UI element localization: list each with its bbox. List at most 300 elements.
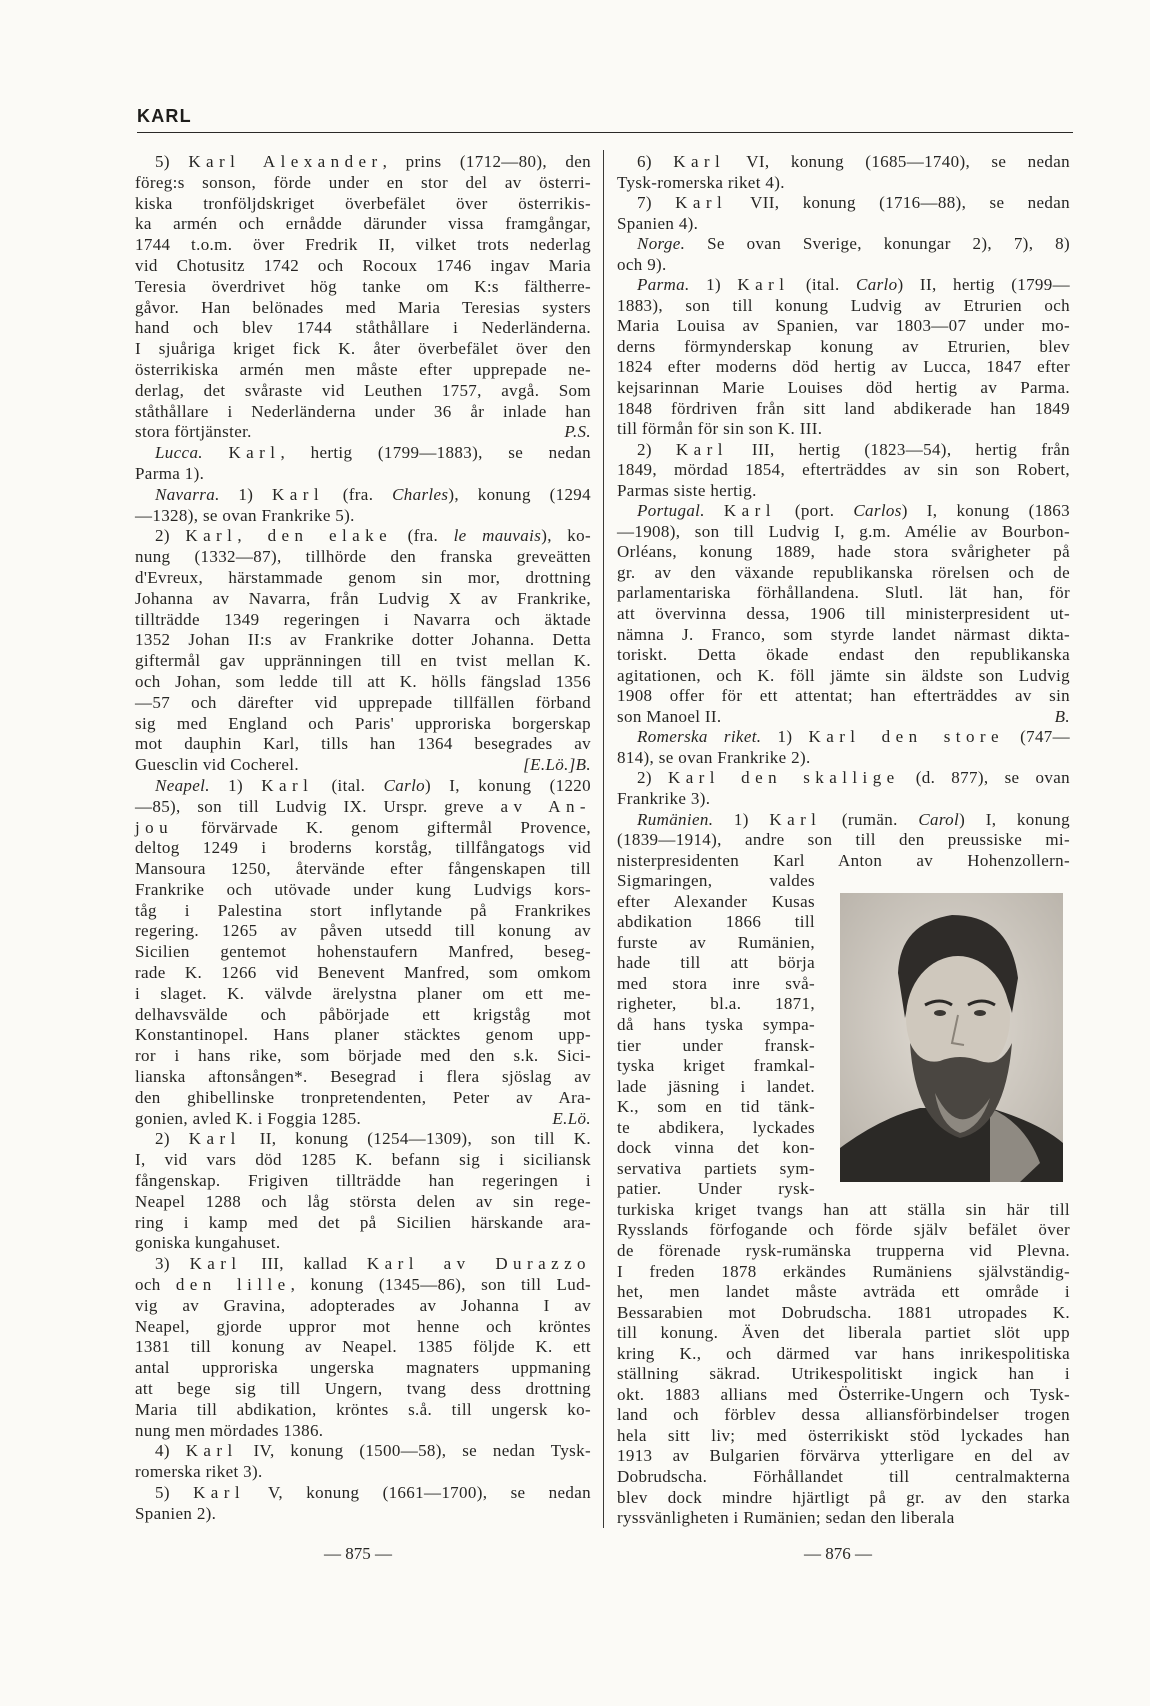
text-segment: 1352 Johan II:s av Frankrike dotter Johanna. Detta: [135, 630, 591, 650]
paragraph-first-line: [617, 275, 1070, 296]
text-line: [617, 296, 1070, 317]
headword-spaced: den lille: [175, 1275, 291, 1295]
text-line: [135, 402, 591, 423]
text-segment: nisterpresidenten Karl Anton av Hohenzollern-: [617, 850, 1070, 870]
paragraph-first-line: [135, 443, 591, 464]
text-line: [135, 672, 591, 693]
text-line: [135, 610, 591, 631]
headword-spaced: Karl: [769, 809, 822, 829]
text-segment: abdikation 1866 till: [617, 912, 815, 932]
text-line: [617, 378, 1070, 399]
text-line: [617, 1282, 1070, 1303]
text-segment: tillträdde 1349 regeringen i Navarra och äktade: [135, 609, 591, 629]
italic-term: Neapel.: [155, 775, 210, 795]
page-number-right: — 876 —: [804, 1544, 872, 1563]
text-line: [135, 568, 591, 589]
running-header: KARL: [137, 106, 192, 126]
paragraph-first-line: [135, 1483, 591, 1504]
text-line: [617, 460, 1070, 481]
text-line: [617, 912, 815, 933]
text-segment: ) I, konung (1220: [425, 775, 591, 795]
headword-spaced: Karl: [675, 193, 728, 213]
text-line: [617, 830, 1070, 851]
headword-spaced: Karl: [228, 443, 281, 463]
page-number-left: — 875 —: [324, 1544, 392, 1563]
text-line: [135, 880, 591, 901]
text-line: [617, 542, 1070, 563]
text-segment: ställning säkrad. Utrikespolitiskt ingick han i: [617, 1364, 1070, 1384]
text-segment: ka armén och ernådde därunder vissa framgångar,: [135, 214, 591, 234]
text-line: [135, 755, 591, 776]
text-line: [135, 901, 591, 922]
text-segment: Frankrike 3).: [617, 788, 711, 808]
text-line: [617, 1200, 1070, 1221]
headword-spaced: Karl: [673, 152, 726, 171]
text-segment: son Manoel II.: [617, 706, 722, 726]
text-segment: till förmån för sin son K. III.: [617, 419, 823, 439]
italic-term: Carlo: [856, 275, 898, 295]
text-segment: derlag, det svåraste vid Leuthen 1757, avgå. Som: [135, 380, 591, 400]
text-line: [617, 419, 1070, 440]
text-segment: dock vinna det kon-: [617, 1138, 815, 1158]
header-rule: [137, 132, 1073, 133]
text-segment: turkiska kriget tvangs han att ställa sin här till: [617, 1199, 1070, 1219]
text-segment: , prins (1712—80), den: [382, 152, 591, 171]
text-segment: ståthållare i Nederländerna under 36 år inlade han: [135, 401, 591, 421]
right-column: [617, 152, 1070, 1529]
headword-spaced: Karl den store: [808, 727, 1004, 747]
text-line: [617, 707, 1070, 728]
text-line: [135, 818, 591, 839]
text-line: [135, 1275, 591, 1296]
italic-term: Carlo: [383, 775, 425, 795]
text-segment: Neapel, gjorde uppror mot henne och kröntes: [135, 1316, 591, 1336]
text-line: [135, 942, 591, 963]
text-segment: VII, konung (1716—88), se nedan: [727, 193, 1070, 213]
text-segment: hand och blev 1744 ståthållare i Nederländerna.: [135, 318, 591, 338]
headword-spaced: jou: [135, 817, 174, 837]
headword-spaced: Karl Alexander: [188, 152, 383, 171]
text-line: [617, 871, 815, 892]
left-column: [135, 152, 591, 1525]
text-segment: med stora inre svå-: [617, 973, 815, 993]
text-line: [617, 1220, 1070, 1241]
italic-term: Charles: [392, 484, 449, 504]
text-segment: lianska aftonsången*. Besegrad i flera sjöslag av: [135, 1067, 591, 1087]
text-line: [617, 892, 815, 913]
text-line: [617, 1056, 815, 1077]
text-line: [135, 1462, 591, 1483]
text-segment: d'Evreux, härstammade genom sin mor, drottning: [135, 567, 591, 587]
headword-spaced: Karl: [188, 1129, 241, 1149]
text-line: [617, 1344, 1070, 1365]
text-line: [135, 173, 591, 194]
paragraph-first-line: [617, 810, 1070, 831]
text-segment: Tysk-romerska riket 4).: [617, 172, 785, 192]
text-line: [617, 173, 1070, 194]
text-line: [617, 1488, 1070, 1509]
italic-term: Navarra.: [155, 484, 220, 504]
text-line: [617, 666, 1070, 687]
text-segment: kiska tronföljdskriget överbefälet över österrikis-: [135, 193, 591, 213]
text-segment: Parmas siste hertig.: [617, 480, 757, 500]
text-line: [135, 1088, 591, 1109]
text-segment: antal upproriska ungerska magnaters uppmaning: [135, 1358, 591, 1378]
text-segment: Konstantinopel. Hans planer stäcktes genom upp-: [135, 1025, 591, 1045]
text-segment: Johanna av Navarra, från Ludvig X av Frankrike,: [135, 588, 591, 608]
text-segment: ring i kamp med det på Sicilien härskande ara-: [135, 1212, 591, 1232]
text-segment: ) I, konung: [959, 809, 1070, 829]
text-segment: att övervinna dessa, 1906 till ministerpresident ut-: [617, 604, 1070, 624]
text-segment: ), konung (1294: [448, 484, 591, 504]
headword-spaced: Karl, den elake: [185, 526, 393, 546]
text-line: [617, 645, 1070, 666]
text-line: [135, 984, 591, 1005]
italic-term: Carlos: [853, 501, 902, 521]
text-line: [617, 1138, 815, 1159]
author-signature: E.Lö.: [552, 1108, 591, 1128]
text-segment: Frankrike och utövade under kung Ludvigs kors-: [135, 879, 591, 899]
headword-spaced: Karl den skallige: [667, 768, 900, 788]
text-segment: 2): [637, 439, 676, 459]
text-segment: tåg i Palestina stort inflytande på Frankrikes: [135, 900, 591, 920]
headword-spaced: Karl: [193, 1483, 246, 1502]
text-segment: I freden 1878 erkändes Rumäniens självständig-: [617, 1261, 1070, 1281]
text-line: [617, 563, 1070, 584]
text-segment: derns förmynderskap konung av Etrurien, blev: [617, 336, 1070, 356]
text-line: [135, 547, 591, 568]
text-segment: furste av Rumänien,: [617, 932, 815, 952]
text-segment: vig av Gravina, adopterades av Johanna I av: [135, 1295, 591, 1315]
text-line: [617, 1097, 815, 1118]
text-line: [617, 1508, 1070, 1529]
text-line: [135, 194, 591, 215]
author-signature: [E.Lö.]B.: [523, 755, 591, 775]
text-segment: 5): [155, 152, 189, 171]
text-segment: romerska riket 3).: [135, 1462, 263, 1482]
text-segment: efter Alexander Kusas: [617, 891, 815, 911]
author-signature: B.: [1054, 706, 1070, 726]
italic-term: Carol: [918, 809, 960, 829]
text-segment: Neapel 1288 och låg största delen av sin rege-: [135, 1191, 591, 1211]
text-segment: mot dauphin Karl, tills han 1364 besegrades av: [135, 734, 591, 754]
text-segment: (port.: [775, 501, 854, 521]
text-segment: (1839—1914), andre son till den preussiske mi-: [617, 830, 1070, 850]
text-line: [617, 1159, 815, 1180]
text-segment: 1848 fördriven från sitt land abdikerade han 1849: [617, 398, 1070, 418]
text-segment: V, konung (1661—1700), se nedan: [245, 1483, 591, 1502]
portrait-photo: [840, 893, 1063, 1182]
text-segment: (fra.: [392, 526, 454, 546]
text-segment: [203, 443, 229, 462]
text-segment: 6): [637, 152, 674, 171]
text-segment: 5): [155, 1483, 194, 1502]
text-segment: delhavsvälde och påbörjade ett krigståg mot: [135, 1004, 591, 1024]
text-segment: (rumän.: [821, 809, 919, 829]
text-segment: patier. Under rysk-: [617, 1179, 815, 1199]
text-segment: VI, konung (1685—1740), se nedan: [725, 152, 1070, 171]
text-segment: II, konung (1254—1309), son till K.: [240, 1129, 592, 1149]
text-line: [135, 1046, 591, 1067]
text-segment: gåvor. Han belönades med Maria Teresias systers: [135, 297, 591, 317]
text-segment: deltog 1249 i broderns korståg, tillfångatogs vid: [135, 838, 591, 858]
text-segment: vid Chotusitz 1742 och Rocoux 1746 ingav Maria: [135, 255, 591, 275]
author-signature: P.S.: [564, 422, 591, 442]
text-line: [135, 1421, 591, 1442]
text-line: [617, 481, 1070, 502]
text-line: [617, 1179, 815, 1200]
text-line: [135, 693, 591, 714]
text-segment: het, men landet måste avträda ett område i: [617, 1282, 1070, 1302]
text-segment: nung men mördades 1386.: [135, 1420, 324, 1440]
text-line: [135, 360, 591, 381]
text-segment: agitationen, och K. föll jämte sin äldste son Ludvig: [617, 665, 1070, 685]
text-segment: rade K. 1266 vid Benevent Manfred, som omkom: [135, 963, 591, 983]
text-segment: sig med England och Paris' upproriska borgerskap: [135, 713, 591, 733]
text-segment: och 9).: [617, 254, 667, 274]
text-segment: föreg:s sonson, förde under en stor del av österri-: [135, 172, 591, 192]
paragraph-first-line: [617, 727, 1070, 748]
text-line: [135, 1109, 591, 1130]
text-segment: 1908 offer för ett attentat; han efterträddes av sin: [617, 686, 1070, 706]
text-segment: och: [135, 1275, 176, 1295]
text-segment: Teresia överdrivet hög tanke om K:s fältherre-: [135, 276, 591, 296]
text-line: [135, 1005, 591, 1026]
paragraph-first-line: [135, 485, 591, 506]
italic-term: Romerska riket.: [637, 727, 762, 747]
italic-term: le mauvais: [453, 526, 542, 546]
text-line: [617, 337, 1070, 358]
text-segment: (ital.: [789, 275, 857, 295]
headword-spaced: Karl: [261, 775, 314, 795]
text-segment: 1): [761, 727, 809, 747]
text-segment: 1): [689, 275, 738, 295]
text-segment: 814), se ovan Frankrike 2).: [617, 747, 811, 767]
text-segment: Dobrudscha. Förhållandet till centralmakterna: [617, 1467, 1070, 1486]
text-segment: gonien, avled K. i Foggia 1285.: [135, 1108, 362, 1128]
text-segment: —57 och därefter vid upprepade tillfällen förband: [135, 692, 591, 712]
text-segment: blev dock mindre hjärtligt på gr. av den starka: [617, 1487, 1070, 1507]
text-line: [617, 789, 1070, 810]
text-segment: att bege sig till Ungern, tvang dess drottning: [135, 1379, 591, 1399]
text-segment: 2): [155, 526, 186, 546]
text-line: [617, 625, 1070, 646]
paragraph-first-line: [135, 152, 591, 173]
text-segment: —1908), son till Ludvig I, g.m. Amélie av Bourbon-: [617, 521, 1070, 541]
paragraph-first-line: [135, 1254, 591, 1275]
text-segment: österrikiska armén men måste efter upprepade ne-: [135, 359, 591, 379]
text-segment: nämna J. Franco, som styrde landet närmast dikta-: [617, 624, 1070, 644]
text-segment: Spanien 2).: [135, 1503, 217, 1523]
text-line: [135, 235, 591, 256]
paragraph-first-line: [617, 152, 1070, 173]
text-segment: te abdikera, lyckades: [617, 1117, 815, 1137]
text-segment: —1328), se ovan Frankrike 5).: [135, 505, 355, 525]
text-segment: (ital.: [313, 775, 384, 795]
text-segment: Sicilien gentemot hohenstaufern Manfred, beseg-: [135, 942, 591, 962]
text-segment: K., som en tid tänk-: [617, 1097, 815, 1117]
text-line: [135, 963, 591, 984]
text-line: [617, 1364, 1070, 1385]
text-segment: kring K., och därmed var hans inrikespolitiska: [617, 1343, 1070, 1363]
text-segment: de förenade rysk-rumänska trupperna vid Plevna.: [617, 1240, 1070, 1260]
text-line: [135, 1400, 591, 1421]
text-line: [617, 851, 1070, 872]
text-segment: IV, konung (1500—58), se nedan Tysk-: [237, 1441, 592, 1461]
text-segment: 1381 till konung av Neapel. 1385 följde K. ett: [135, 1337, 591, 1357]
text-line: [135, 1192, 591, 1213]
text-segment: Spanien 4).: [617, 213, 699, 233]
headword-spaced: Karl: [185, 1441, 238, 1461]
text-line: [135, 1296, 591, 1317]
text-segment: kejsarinnan Marie Louises död hertig av Parma.: [617, 378, 1070, 398]
text-segment: I, vid vars död 1285 K. befann sig i siciliansk: [135, 1150, 591, 1170]
text-segment: fångenskap. Frigiven tillträdde han regeringen i: [135, 1171, 591, 1191]
text-line: [135, 1025, 591, 1046]
headword-spaced: Karl: [723, 501, 776, 521]
text-line: [617, 1118, 815, 1139]
text-segment: toriskt. Detta ökade endast den republikanska: [617, 645, 1070, 665]
text-line: [617, 974, 815, 995]
text-segment: Maria Louisa av Spanien, var 1803—07 under mo-: [617, 316, 1070, 336]
text-segment: 3): [155, 1254, 190, 1274]
text-segment: till konung. Även det liberala partiet slöt upp: [617, 1323, 1070, 1343]
text-line: [617, 1077, 815, 1098]
text-line: [135, 1213, 591, 1234]
text-line: [135, 381, 591, 402]
headword-spaced: Karl: [272, 484, 325, 504]
text-segment: Guesclin vid Cocherel.: [135, 755, 299, 775]
headword-spaced: Karl: [675, 439, 728, 459]
paragraph-first-line: [617, 501, 1070, 522]
text-line: [135, 1317, 591, 1338]
text-segment: III, hertig (1823—54), hertig från: [727, 439, 1071, 459]
paragraph-first-line: [617, 768, 1070, 789]
text-segment: 1913 av Bulgarien förvärva ytterligare en del av: [617, 1446, 1070, 1466]
text-line: [617, 1405, 1070, 1426]
text-line: [135, 298, 591, 319]
paragraph-first-line: [135, 776, 591, 797]
text-segment: (fra.: [324, 484, 393, 504]
text-line: [135, 1171, 591, 1192]
text-segment: tier under fransk-: [617, 1035, 815, 1055]
text-segment: Maria till abdikation, kröntes s.å. till ungersk ko-: [135, 1399, 591, 1419]
text-segment: righeter, bl.a. 1871,: [617, 994, 815, 1014]
text-segment: Sigmaringen, valdes: [617, 871, 815, 891]
text-segment: Mansoura 1250, återvände efter fångenskapen till: [135, 859, 591, 879]
text-segment: Se ovan Sverige, konungar 2), 7), 8): [685, 234, 1070, 254]
headword-spaced: Karl av Durazzo: [366, 1254, 591, 1274]
paragraph-first-line: [617, 234, 1070, 255]
text-segment: Parma 1).: [135, 463, 205, 483]
text-segment: hela sitt liv; med österrikiskt stöd lyckades han: [617, 1425, 1070, 1445]
text-segment: 1849, mördad 1854, efterträddes av sin son Robert,: [617, 460, 1070, 480]
text-segment: 2): [155, 1129, 189, 1149]
text-line: [617, 1446, 1070, 1467]
text-line: [135, 1379, 591, 1400]
text-segment: Orléans, konung 1889, hade stora svårigheter på: [617, 542, 1070, 562]
text-line: [617, 1303, 1070, 1324]
text-segment: I sjuåriga kriget fick K. åter överbefälet över den: [135, 339, 591, 359]
italic-term: Parma.: [637, 275, 690, 295]
text-line: [617, 1036, 815, 1057]
text-line: [617, 255, 1070, 276]
text-segment: , hertig (1799—1883), se nedan: [280, 443, 591, 463]
text-line: [617, 953, 815, 974]
paragraph-first-line: [135, 1441, 591, 1462]
text-line: [135, 589, 591, 610]
text-line: [617, 1323, 1070, 1344]
text-line: [135, 1337, 591, 1358]
text-segment: tyska kriget framkal-: [617, 1056, 815, 1076]
text-line: [135, 1067, 591, 1088]
italic-term: Lucca.: [155, 443, 203, 463]
text-line: [617, 522, 1070, 543]
text-segment: Bessarabien mot Dobrudscha. 1881 utropades K.: [617, 1302, 1070, 1322]
text-line: [135, 422, 591, 443]
text-segment: och Johan, som ledde till att K. hölls fängslad 1356: [135, 671, 591, 691]
text-line: [135, 256, 591, 277]
text-line: [617, 933, 815, 954]
text-segment: land och förblev dessa alliansförbindelser trogen: [617, 1405, 1070, 1425]
italic-term: Norge.: [637, 234, 686, 254]
text-segment: nung (1332—87), tillhörde den franska greveätten: [135, 547, 591, 567]
text-line: [135, 734, 591, 755]
text-line: [617, 214, 1070, 235]
paragraph-first-line: [617, 193, 1070, 214]
text-segment: ryssvänligheten i Rumänien; sedan den liberala: [617, 1508, 955, 1528]
column-divider: [603, 150, 604, 1528]
text-line: [617, 686, 1070, 707]
text-segment: 1744 t.o.m. över Fredrik II, vilket trots nederlag: [135, 235, 591, 255]
text-segment: 1824 efter moderns död hertig av Lucca, 1847 efter: [617, 357, 1070, 377]
text-segment: 1883), son till konung Ludvig av Etrurien och: [617, 295, 1070, 315]
text-line: [135, 1504, 591, 1525]
headword-spaced: av An-: [500, 796, 591, 816]
text-line: [135, 859, 591, 880]
italic-term: Rumänien.: [637, 809, 714, 829]
text-segment: parlamentariska förhållandena. Slutl. lät han, för: [617, 583, 1070, 603]
text-line: [135, 921, 591, 942]
text-line: [617, 1262, 1070, 1283]
text-segment: förvärvade K. genom giftermål Provence,: [173, 817, 591, 837]
text-line: [135, 797, 591, 818]
text-segment: lade jäsning i landet.: [617, 1076, 815, 1096]
text-line: [617, 1385, 1070, 1406]
text-line: [135, 214, 591, 235]
text-segment: regering. 1265 av påven utsedd till konung av: [135, 921, 591, 941]
paragraph-first-line: [617, 440, 1070, 461]
text-segment: 1): [713, 809, 770, 829]
text-line: [617, 1426, 1070, 1447]
text-segment: (747—: [1003, 727, 1071, 747]
text-line: [135, 339, 591, 360]
text-line: [617, 1241, 1070, 1262]
text-segment: hade till att börja: [617, 953, 815, 973]
headword-spaced: Karl: [737, 275, 790, 295]
text-segment: servativa partiets sym-: [617, 1158, 815, 1178]
text-line: [135, 1150, 591, 1171]
text-line: [135, 630, 591, 651]
text-segment: III, kallad: [241, 1254, 367, 1274]
text-segment: Rysslands förfogande och förde själv befälet över: [617, 1220, 1070, 1240]
text-segment: —85), son till Ludvig IX. Urspr. greve: [135, 796, 501, 816]
text-line: [617, 1467, 1070, 1488]
text-line: [135, 1358, 591, 1379]
text-line: [617, 316, 1070, 337]
text-line: [135, 838, 591, 859]
text-segment: i slaget. K. välvde ärelystna planer om ett me-: [135, 983, 591, 1003]
